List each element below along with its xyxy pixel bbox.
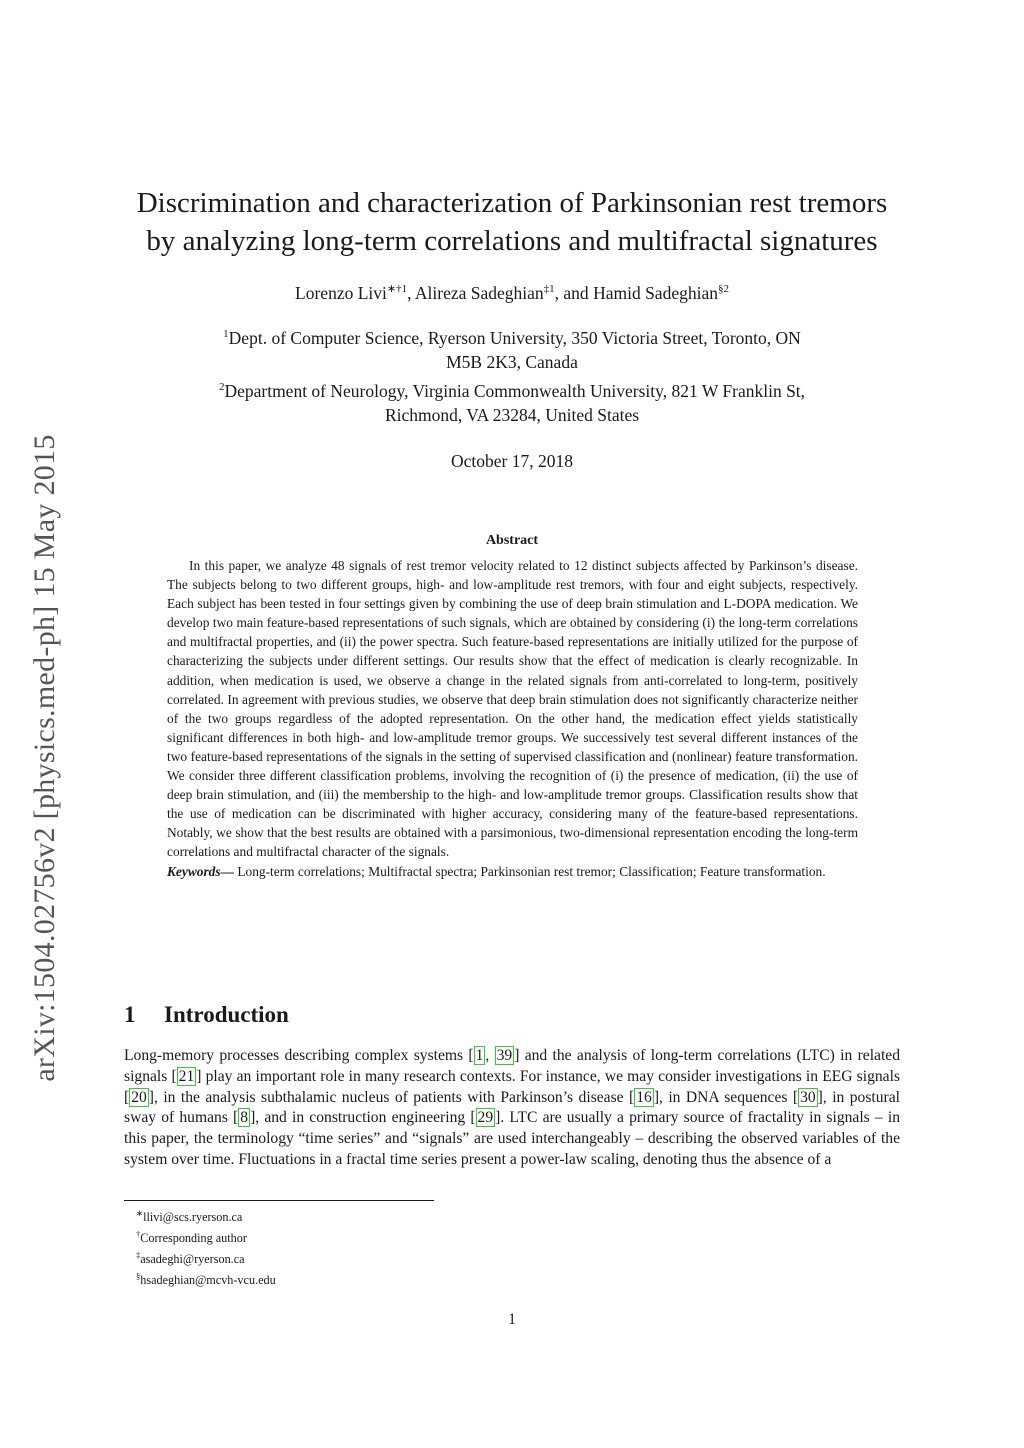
footnotes [124,1205,276,1289]
author-separator: , [407,282,415,303]
abstract-body [167,556,858,881]
intro-paragraph [124,1046,900,1171]
citation-link[interactable]: 29 [477,1109,494,1127]
affiliation-2-line-2: Richmond, VA 23284, United States [384,405,640,426]
affiliation-text: Dept. of Computer Science, Ryerson University, 350 Victoria Street, Toronto, ON [228,327,801,348]
paper-date: October 17, 2018 [451,451,573,471]
author-marks: §2 [717,283,729,295]
intro-text: Long-memory processes describing complex systems [ [124,1047,474,1064]
intro-text: , [485,1047,495,1064]
intro-text: ]. LTC are usually a primary source of fractality in signals – in this paper, the terminology “time series” and “signals” are used interchangeably – describing the observed variables of the system over time. Fluctuations in a fractal time series present a power-law scaling, denoting thus the absence of a [124,1109,901,1168]
abstract-text: In this paper, we analyze 48 signals of rest tremor velocity related to 12 distinct subjects affected by Parkinson’s disease. The subjects belong to two different groups, high- and low-amplitude rest tremors, with four and eight subjects, respectively. Each subject has been tested in four settings given by combining the use of deep brain stimulation and L-DOPA medication. We develop two main feature-based representations of such signals, which are obtained by considering (i) the long-term correlations and multifractal properties, and (ii) the power spectra. Such feature-based representations are initially utilized for the purpose of characterizing the subjects under different settings. Our results show that the effect of medication is clearly recognizable. In addition, when medication is used, we observe a change in the related signals from anti-correlated to long-term, positively correlated. In agreement with previous studies, we observe that deep brain stimulation does not significantly characterize neither of the two groups regardless of the adopted representation. On the other hand, the medication effect yields statistically significant differences in both high- and low-amplitude tremor groups. We successively test several different instances of the two feature-based representations of the signals in the setting of supervised classification and (nonlinear) feature transformation. We consider three different classification problems, involving the recognition of (i) the presence of medication, (ii) the use of deep brain stimulation, and (iii) the membership to the high- and low-amplitude tremor groups. Classification results show that the use of medication can be discriminated with higher accuracy, considering many of the feature-based representations. Notably, we show that the best results are obtained with a parsimonious, two-dimensional representation encoding the long-term correlations and multifractal character of the signals. [167,558,858,860]
author-name: Alireza Sadeghian [414,282,544,303]
introduction-body [124,1046,900,1171]
footnote [124,1226,276,1247]
arxiv-identifier: arXiv:1504.02756v2 [physics.med-ph] 15 May 2015 [28,434,61,1082]
title-line-1: Discrimination and characterization of Parkinsonian rest tremors [136,187,888,219]
intro-text: ] and the analysis of long-term correlations (LTC) in related signals [ [124,1047,901,1085]
affiliation-text: Department of Neurology, Virginia Commonwealth University, 821 W Franklin St, [224,380,806,401]
citation-link[interactable]: 1 [475,1047,484,1064]
citation-link[interactable]: 21 [178,1067,195,1085]
citation-link[interactable]: 8 [240,1109,249,1127]
footnote-text: asadeghi@ryerson.ca [140,1252,245,1267]
paper-title [110,184,914,260]
affiliation-number: 1 [223,328,229,340]
author-list [110,282,914,304]
affiliation-1-line-2: M5B 2K3, Canada [446,352,578,373]
footnote [124,1205,276,1226]
intro-text: ], in postural sway of humans [ [124,1088,900,1127]
affiliations [110,322,914,428]
footnote-mark: § [136,1271,141,1282]
intro-text: ], and in construction engineering [ [250,1109,476,1127]
intro-text: ], in DNA sequences [ [653,1088,799,1106]
affiliation-1-line-1 [110,322,914,350]
author-name: Hamid Sadeghian [593,282,718,303]
footnote-mark: ‡ [136,1250,141,1261]
citation-link[interactable]: 16 [636,1088,652,1106]
section-number: 1 [124,1002,136,1027]
intro-text: ], in the analysis subthalamic nucleus of patients with Parkinson’s disease [ [148,1088,635,1106]
section-title: Introduction [164,1002,289,1027]
affiliation-number: 2 [218,380,225,393]
citation-link[interactable]: 30 [800,1088,816,1106]
author-marks: ∗†1 [386,283,408,295]
footnote-text: llivi@scs.ryerson.ca [143,1210,243,1225]
page-number: 1 [508,1311,516,1328]
author-name: Lorenzo Livi [295,282,387,303]
footnote-mark: † [136,1229,141,1240]
arxiv-sidebar [20,378,70,1138]
keywords-label: Keywords— [167,863,234,879]
affiliation-2-line-1 [110,375,914,403]
abstract-heading: Abstract [485,533,539,548]
author-marks: ‡1 [543,283,555,295]
intro-text: ] play an important role in many research contexts. For instance, we may consider investigations in EEG signals [ [124,1067,900,1106]
author-separator: , and [554,282,594,303]
footnote-text: Corresponding author [140,1231,247,1246]
footnote-divider [124,1200,434,1201]
citation-link[interactable]: 39 [496,1047,513,1064]
footnote [124,1247,276,1268]
keywords [167,862,858,881]
citation-link[interactable]: 20 [131,1088,147,1106]
section-heading [124,1002,289,1028]
footnote-mark: ∗ [136,1208,144,1218]
title-line-2: by analyzing long-term correlations and multifractal signatures [146,225,878,257]
footnote [124,1268,276,1289]
footnote-text: hsadeghian@mcvh-vcu.edu [140,1273,276,1288]
keywords-text: Long-term correlations; Multifractal spectra; Parkinsonian rest tremor; Classification; Feature transformation. [233,863,826,879]
